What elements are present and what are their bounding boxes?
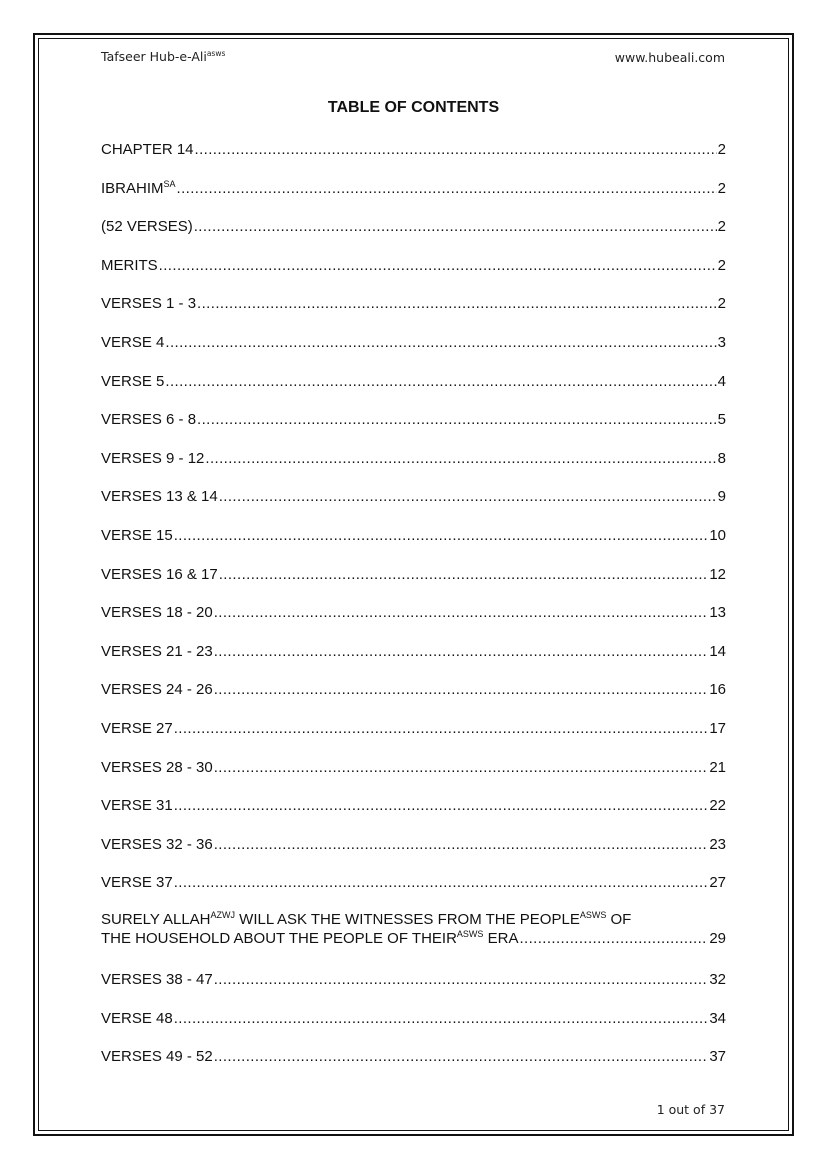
toc-page-number: 37 [709,1048,726,1066]
toc-leader-dots [165,372,716,391]
toc-entry-label: VERSE 37 [101,874,173,892]
toc-page-number: 2 [717,179,726,197]
toc-leader-dots [214,835,709,854]
toc-leader-dots [205,449,716,468]
toc-entry[interactable] [101,333,726,352]
toc-page-number: 8 [717,449,726,467]
toc-leader-dots [159,256,717,275]
toc-entry-line2: THE HOUSEHOLD ABOUT THE PEOPLE OF $THEIR^{ASWS}$ ERA ..... 29 [101,929,726,948]
toc-leader-dots [174,873,709,892]
toc-entry[interactable] [101,526,726,545]
toc-entry-label: VERSE 48 [101,1009,173,1027]
toc-page-number: 10 [709,527,726,544]
toc-leader-dots [214,758,709,777]
toc-page-number: 29 [709,930,726,947]
toc-entry[interactable] [101,565,726,584]
toc-entry-label: MERITS [101,256,158,274]
toc-page-number: 2 [717,295,726,313]
toc-page-number: 2 [717,141,726,158]
toc-entry-label: VERSES 24 - 26 [101,681,213,699]
toc-entry-label: CHAPTER 14 [101,141,194,158]
toc-page-number: 9 [717,488,726,506]
toc-leader-dots [214,603,709,622]
running-header-left [101,49,225,64]
toc-entry-label: VERSES 13 & 14 [101,488,218,506]
toc-entry[interactable] [101,835,726,854]
toc-entry-line1: SURELY $ALLAH^{AZWJ}$ WILL ASK THE WITNESSES FROM THE $PEOPLE^{ASWS}$ OF [101,910,632,928]
toc-entry-label: VERSE 15 [101,527,173,544]
toc-entry[interactable] [101,256,726,275]
toc-entry-label: $IBRAHIM^{SA}$ [101,178,176,197]
toc-page-number: 3 [717,334,726,351]
toc-entry-label: VERSE 4 [101,334,165,351]
toc-entry[interactable] [101,1009,726,1028]
toc-page-number: 12 [709,565,726,583]
toc-entry-witnesses[interactable] [101,910,726,948]
toc-entry-label: VERSE 27 [101,720,173,737]
toc-page-number: 4 [717,372,726,390]
toc-entry[interactable] [101,642,726,661]
toc-leader-dots [197,294,717,313]
toc-leader-dots [197,410,717,429]
toc-entry[interactable] [101,410,726,429]
toc-page-number: 5 [717,411,726,429]
toc-entry-label: VERSES 9 - 12 [101,449,205,467]
toc-entry[interactable] [101,449,726,468]
toc-entry-label: VERSES 38 - 47 [101,971,213,989]
toc-leader-dots [219,487,717,506]
toc-leader-dots [219,565,709,584]
toc-leader-dots [194,217,717,236]
toc-page-number: 2 [717,256,726,274]
toc-leader-dots [174,796,709,815]
toc-entry[interactable] [101,294,726,313]
toc-entry[interactable] [101,796,726,815]
running-header-website: www.hubeali.com [614,50,725,65]
toc-entry-label: VERSES 16 & 17 [101,565,218,583]
toc-entry-label: (52 VERSES) [101,218,193,236]
toc-page-number: 32 [709,971,726,989]
toc-entry[interactable] [101,680,726,699]
toc-page-number: 13 [709,604,726,622]
toc-page-number: 17 [709,720,726,737]
toc-entry[interactable] [101,970,726,989]
toc-entry[interactable] [101,217,726,236]
toc-leader-dots [174,719,709,738]
toc-leader-dots [519,929,708,948]
toc-page-number: 14 [709,642,726,660]
toc-entry[interactable] [101,603,726,622]
toc-entry[interactable] [101,719,726,738]
toc-page-number: 34 [709,1009,726,1027]
toc-entry-label: VERSES 32 - 36 [101,835,213,853]
toc-leader-dots [165,333,716,352]
header-title-sup: asws [206,48,226,58]
toc-entry-sup: SA [163,178,176,189]
toc-leader-dots [214,970,709,989]
toc-leader-dots [214,642,709,661]
toc-page-number: 22 [709,797,726,815]
toc-page-number: 23 [709,835,726,853]
toc-entry[interactable] [101,487,726,506]
page-border-inner [38,38,789,1131]
toc-entry-label: VERSES 28 - 30 [101,758,213,776]
page-number-footer: 1 out of 37 [656,1102,725,1117]
toc-entry-label: VERSES 1 - 3 [101,295,197,313]
toc-leader-dots [214,680,709,699]
toc-leader-dots [195,140,717,159]
toc-entry[interactable] [101,1047,726,1066]
toc-entry-label: VERSE 5 [101,372,165,390]
toc-entry[interactable] [101,372,726,391]
toc-entry-label: VERSES 49 - 52 [101,1048,213,1066]
toc-leader-dots [214,1047,709,1066]
toc-entry[interactable] [101,758,726,777]
toc-leader-dots [177,179,717,198]
toc-page-number: 16 [709,681,726,699]
toc-entry-label: VERSE 31 [101,797,173,815]
toc-entry[interactable] [101,140,726,159]
toc-entry[interactable] [101,179,726,198]
toc-page-number: 27 [709,874,726,892]
toc-entry-label: VERSES 6 - 8 [101,411,197,429]
toc-title: TABLE OF CONTENTS [327,99,500,116]
toc-entry[interactable] [101,873,726,892]
toc-entry-label: VERSES 21 - 23 [101,642,213,660]
toc-page-number: 2 [717,218,726,236]
toc-leader-dots [174,1009,709,1028]
toc-entry-label: VERSES 18 - 20 [101,604,213,622]
toc-leader-dots [174,526,709,545]
toc-page-number: 21 [709,758,726,776]
header-title: Tafseer Hub-e-Ali [101,49,207,64]
